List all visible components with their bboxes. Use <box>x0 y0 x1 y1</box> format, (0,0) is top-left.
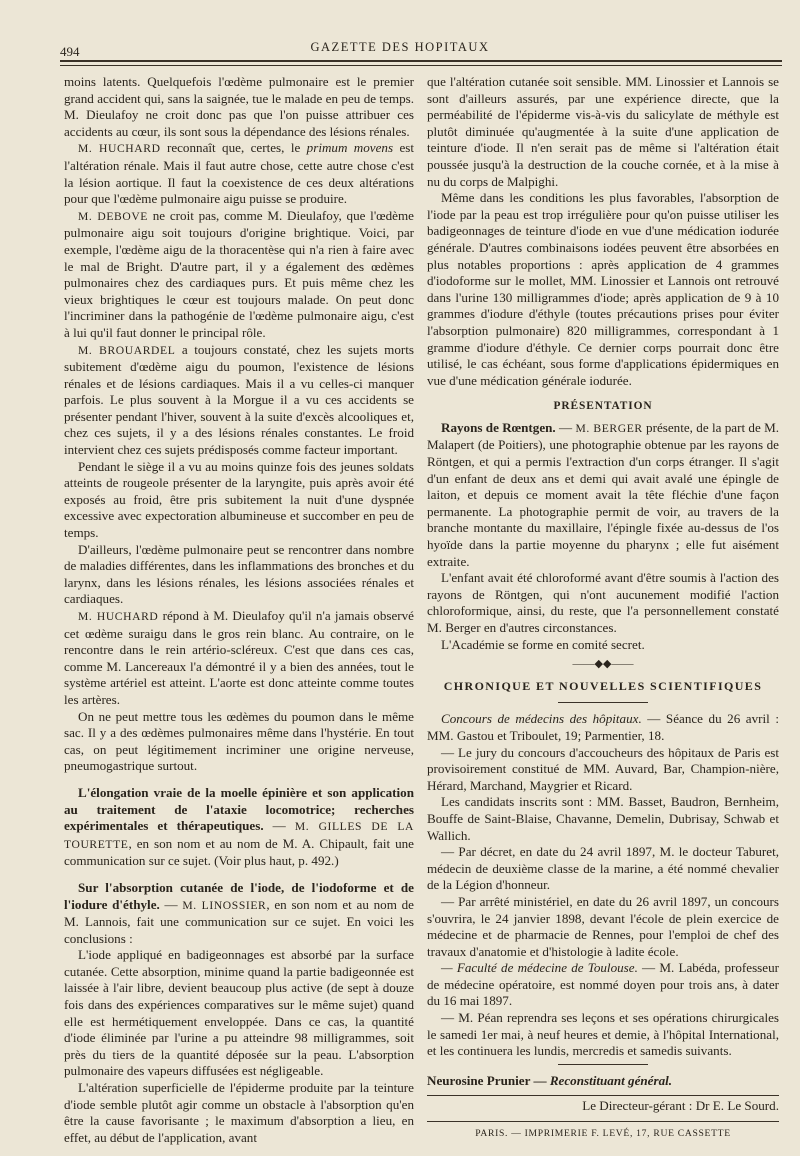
communication-title: L'élongation vraie de la moelle épinière et son application au traitement de l'ataxie locomotrice; recherches expérimentales et thérapeutiques. <box>64 784 414 834</box>
paragraph: L'altération superficielle de l'épiderme produite par la teinture d'iode semble plutôt agir comme un obstacle à l'absorption qu'en être la cause favorisante ; le maximum d'absorption a lieu, en effet, au début de l'application, avant <box>64 1080 414 1145</box>
news-item-title: — Faculté de médecine de Toulouse. <box>441 960 638 976</box>
communication-paragraph: Rayons de Rœntgen. — M. BERGER présente, de la part de M. Malapert (de Poitiers), une photographie obtenue par les rayons de Röntgen, et qui a permis l'extraction d'un corps étranger. Il s'agit d'un enfant de deux ans et demi qui avait avalé une épingle de laiton, et depuis ce moment avait la tête fléchie d'une façon permanente. La photographie permit de voir, au travers de la branche montante du maxillaire, l'épingle fixée au-dessus de l'os hyoïde dans la partie moyenne du pharynx ; elle fut aisément extraite. <box>427 419 779 569</box>
left-column <box>64 74 414 1146</box>
news-item: — Par arrêté ministériel, en date du 26 avril 1897, un concours s'ouvrira, le 24 janvier 1898, devant l'école de plein exercice de médecine et de pharmacie de Rennes, pour l'emploi de chef des travaux d'anatomie et d'histologie à ladite école. <box>427 893 779 959</box>
footer-rule <box>427 1095 779 1096</box>
news-item-title: Concours de médecins des hôpitaux. <box>441 711 642 727</box>
short-rule <box>558 1064 648 1065</box>
news-item: — Le jury du concours d'accoucheurs des hôpitaux de Paris est provisoirement constitué de MM. Auvard, Bar, Champion-nière, Hérard, Marchand, Maygrier et Ricard. <box>427 744 779 793</box>
news-item: Les candidats inscrits sont : MM. Basset, Baudron, Bernheim, Bouffe de Saint-Blaise, Chavanne, Demelin, Dubrisay, Schwab et Wallich. <box>427 794 779 843</box>
speaker-name: M. HUCHARD <box>78 142 161 156</box>
speaker-name: M. GILLES DE LA TOURETTE <box>64 820 414 851</box>
news-item: — Par décret, en date du 24 avril 1897, M. le docteur Taburet, médecin de deuxième classe de la marine, a été nommé chevalier de la Légion d'honneur. <box>427 844 779 893</box>
news-item: — M. Péan reprendra ses leçons et ses opérations chirurgicales le samedi 1er mai, à neuf heures et demie, à l'hôpital International, et les continuera les lundis, mercredis et samedis suivants. <box>427 1010 779 1059</box>
right-column <box>427 74 779 1143</box>
communication-paragraph: Sur l'absorption cutanée de l'iode, de l'iodoforme et de l'iodure d'éthyle. — M. LINOSSIER, en son nom et au nom de M. Lannois, fait une communication sur ce sujet. En voici les conclusions : <box>64 879 414 946</box>
paragraph: On ne peut mettre tous les œdèmes du poumon dans le même sac. Il y a des œdèmes pulmonaires même dans l'hystérie. En tout cas, on peut légitimement incriminer une origine nerveuse, pneumogastrique surtout. <box>64 708 414 774</box>
paragraph: D'ailleurs, l'œdème pulmonaire peut se rencontrer dans nombre de maladies différentes, dans les inflammations des bronches et du larynx, dans les lésions rénales, les lésions associées rénales et cardiaques. <box>64 541 414 607</box>
paragraph: moins latents. Quelquefois l'œdème pulmonaire est le premier grand accident qui, sans la saignée, tue le malade en peu de temps. M. Dieulafoy ne croit donc pas que l'on puisse attribuer ces accidents au cœur, ils sont sous la dépendance des lésions rénales. <box>64 74 414 139</box>
page-number: 494 <box>60 44 80 59</box>
speaker-name: M. HUCHARD <box>78 610 159 623</box>
paragraph: L'iode appliqué en badigeonnages est absorbé par la surface cutanée. Cette absorption, minime quand la partie badigeonnée est laissée à l'air libre, devient beaucoup plus active (de sept à douze fois dans des expériences comparatives sur le même sujet) quand elle est hermétiquement enveloppée. Dans ce cas, la quantité d'iode éliminée par l'urine a pu atteindre 98 milligrammes, soit près du tiers de la quantité déposée sur la peau. L'absorption pulmonaire des vapeurs diffusées est négligeable. <box>64 947 414 1079</box>
news-item: — Faculté de médecine de Toulouse. — M. Labéda, professeur de médecine opératoire, est nommé doyen pour trois ans, à dater du 16 mai 1897. <box>427 960 779 1009</box>
section-heading-presentation: PRÉSENTATION <box>553 400 653 413</box>
speaker-name: M. BERGER <box>575 421 643 435</box>
paragraph: L'Académie se forme en comité secret. <box>441 636 645 652</box>
communication-title: Rayons de Rœntgen. <box>441 419 556 435</box>
header-rule-thin <box>60 65 782 66</box>
paragraph: Pendant le siège il a vu au moins quinze fois des jeunes soldats atteints de rougeole présenter de la laryngite, puis après avoir été exposés au froid, être pris subitement la nuit d'une dyspnée excessive avec expectoration albumineuse et succomber en peu de temps. <box>64 458 414 541</box>
speaker-name: M. DEBOVE <box>78 209 148 223</box>
running-title: GAZETTE DES HOPITAUX <box>310 40 490 54</box>
paragraph: M. DEBOVE ne croit pas, comme M. Dieulafoy, que l'œdème pulmonaire aigu soit toujours d'origine brightique. Voici, par exemple, l'œdème aigu de la thoracentèse qui n'a rien à faire avec le mal de Bright. D'autre part, il y a également des œdèmes pulmonaires chez des cardiaques purs. Et puis même chez les vieux brightiques le cœur est toujours malade. On peut donc l'incriminer dans la pathogénie de l'œdème pulmonaire aigu, c'est à lui qu'il faut donner le principal rôle. <box>64 207 414 340</box>
paragraph: M. HUCHARD répond à M. Dieulafoy qu'il n'a jamais observé cet œdème suraigu dans le gros rein blanc. Au contraire, on le rencontre dans le rein artério-scléreux. C'est que dans ces cas, comme M. Lancereaux l'a démontré il y a bien des années, tout le système artériel est atteint. L'aorte est donc atteinte comme toutes les artères. <box>64 608 414 707</box>
advertisement: Neurosine Prunier — Reconstituant général. <box>427 1072 673 1088</box>
director-signature: Le Directeur-gérant : Dr E. Le Sourd. <box>582 1098 779 1114</box>
short-rule <box>558 702 648 703</box>
paragraph: que l'altération cutanée soit sensible. MM. Linossier et Lannois se sont d'ailleurs assurés, par une expérience directe, que la perméabilité de l'épiderme vis-à-vis du salicylate de méthyle est plutôt diminuée qu'augmentée à la suite d'une application de teinture d'iode. Il n'en serait pas de même si l'altération était poussée jusqu'à la destruction de la couche cornée, et à la mise à nu du corps de Malpighi. <box>427 74 779 189</box>
section-heading-chronique: CHRONIQUE ET NOUVELLES SCIENTIFIQUES <box>443 678 763 693</box>
ornament-divider: ——◆◆—— <box>572 658 634 671</box>
printer-imprint: PARIS. — IMPRIMERIE F. LEVÉ, 17, RUE CASSETTE <box>475 1128 731 1140</box>
communication-title: Sur l'absorption cutanée de l'iode, de l'iodoforme et de l'iodure d'éthyle. <box>64 879 414 912</box>
ad-description: Reconstituant général. <box>549 1072 673 1088</box>
paragraph: M. HUCHARD reconnaît que, certes, le primum movens est l'altération rénale. Mais il faut autre chose, cette autre chose c'est la lésion aortique. Il faut la coexistence de ces deux altérations pour que l'œdème pulmonaire aigu puisse se produire. <box>64 140 415 207</box>
communication-paragraph: L'élongation vraie de la moelle épinière et son application au traitement de l'ataxie locomotrice; recherches expérimentales et thérapeutiques. — M. GILLES DE LA TOURETTE, en son nom et au nom de M. A. Chipault, fait une communication sur ce sujet. (Voir plus haut, p. 492.) <box>64 784 414 869</box>
news-item: Concours de médecins des hôpitaux. — Séance du 26 avril : MM. Gastou et Triboulet, 19; Parmentier, 18. <box>427 711 779 743</box>
header-rule-thick <box>60 60 782 62</box>
footer-rule <box>427 1121 779 1122</box>
paragraph: M. BROUARDEL a toujours constaté, chez les sujets morts subitement d'œdème aigu du poumon, l'existence de lésions rénales et de lésions cardiaques. Mais il a vu celles-ci manquer parfois. Le plus souvent à la Morgue il a vu ces accidents se présenter pendant l'hiver, souvent à la suite d'excès alcooliques et, chez ces sujets, il y a des lésions rénales constantes. Le froid intervient chez ces sujets prédisposés comme facteur important. <box>64 341 414 458</box>
paragraph: Même dans les conditions les plus favorables, l'absorption de l'iode par la peau est trop irrégulière pour qu'on puisse utiliser les badigeonnages de teinture d'iode en vue d'une médication iodurée générale. D'autres combinaisons iodées peuvent être absorbées en plus notables proportions : après application de 4 grammes d'iodoforme sur le mollet, MM. Linossier et Lannois ont retrouvé dans l'urine 130 milligrammes d'iode; après application de 9 à 10 grammes d'iodure d'éthyle (toutes précautions prises pour éviter l'absorption pulmonaire) 820 milligrammes, correspondant à 1 gramme d'iodure d'éthyle. Ce dernier corps pourrait donc être utilisé, le cas échéant, sous forme d'applications épidermiques en vue d'une médication générale iodurée. <box>427 190 779 388</box>
speaker-name: M. LINOSSIER <box>182 898 267 912</box>
speaker-name: M. BROUARDEL <box>78 343 176 357</box>
ad-product-name: Neurosine Prunier <box>427 1072 531 1088</box>
paragraph: L'enfant avait été chloroformé avant d'être soumis à l'action des rayons de Röntgen, qui n'ont aucunement modifié l'action chloroformique, ainsi, du reste, que l'a personnellement constaté M. Berger en d'autres circonstances. <box>427 570 779 635</box>
